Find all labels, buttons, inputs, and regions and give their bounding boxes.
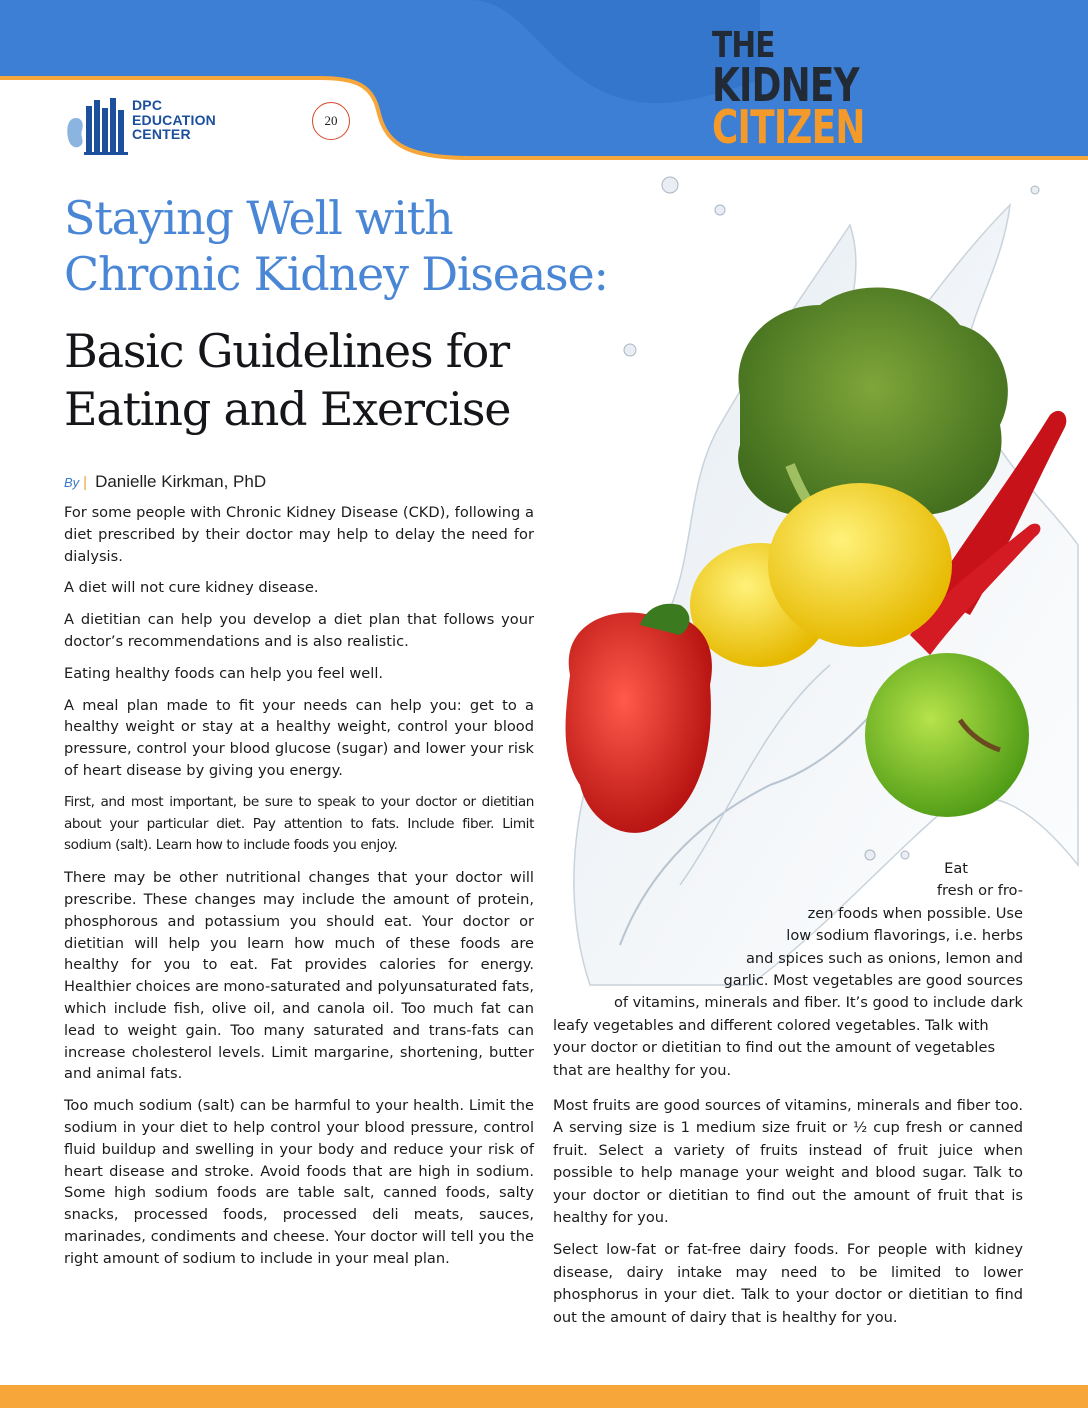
paragraph: Too much sodium (salt) can be harmful to your health. Limit the sodium in your diet to help control your blood pressure, control fluid buildup and swelling in your body and reduce your risk of heart disease and stroke. Avoid foods that are high in sodium. Some high sodium foods are table salt, canned foods, salty snacks, processed foods, processed deli meats, sauces, marinades, condiments and cheese. Your doctor will tell you the right amount of sodium to include in your meal plan. (64, 1097, 534, 1267)
byline-separator: | (83, 474, 88, 491)
paragraph: Select low-fat or fat-free dairy foods. For people with kidney disease, dairy intake may need to be limited to lower phosphorus in your diet. Talk to your doctor or dietitian to find out the amount of dairy that is healthy for you. (553, 1241, 1023, 1326)
title-blue-line: Chronic Kidney Disease: (64, 247, 608, 301)
kidney-bars-icon (66, 98, 130, 156)
logo-text (132, 98, 216, 142)
title-blue-line: Staying Well with (64, 191, 453, 245)
wrap-line: fresh or fro- (936, 882, 1023, 900)
paragraph: A dietitian can help you develop a diet plan that follows your doctor’s recommendations and is also realistic. (64, 611, 534, 650)
paragraph: Eating healthy foods can help you feel well. (64, 664, 384, 682)
paragraph: There may be other nutritional changes that your doctor will prescribe. These changes may include the amount of protein, phosphorous and potassium you should eat. Your doctor or dietitian will help you learn how much of these foods are healthy for you to eat. Fat provides calories for energy. Healthier choices are mono-saturated and polyunsaturated fats, which include fish, olive oil, and canola oil. Too much fat can lead to weight gain. Too many saturated and trans-fats can increase cholesterol levels. Limit margarine, shortening, butter and animal fats. (64, 869, 534, 1083)
article-subtitle (64, 322, 510, 438)
left-column (64, 502, 534, 1280)
footer-bar (0, 1385, 1088, 1408)
masthead-kidney: KIDNEY (712, 58, 859, 112)
wrap-line: Eat (944, 860, 968, 877)
masthead-the: THE (712, 25, 775, 66)
title-black-line: Basic Guidelines for (64, 324, 509, 378)
logo-line: DPC (132, 97, 163, 113)
wrap-line: leafy vegetables and different colored vegetables. Talk with (553, 1016, 989, 1034)
logo-line: CENTER (132, 126, 191, 142)
dpc-education-center-logo (66, 98, 236, 156)
wrap-line: zen foods when possible. Use (807, 904, 1023, 922)
wrap-line: garlic. Most vegetables are good sources (723, 972, 1023, 990)
right-wrap-text (553, 858, 1023, 1082)
paragraph: Most fruits are good sources of vitamins, minerals and fiber too. A serving size is 1 medium size fruit or ½ cup fresh or canned fruit. Select a variety of fruits instead of fruit juice when possible to help manage your weight and blood sugar. Talk to your doctor or dietitian to find out the amount of fruit that is healthy for you. (553, 1097, 1023, 1227)
title-black-line: Eating and Exercise (64, 382, 511, 436)
paragraph: A diet will not cure kidney disease. (64, 579, 319, 597)
paragraph: For some people with Chronic Kidney Disease (CKD), following a diet prescribed by their doctor may help to delay the need for dialysis. (64, 504, 534, 565)
wrap-line: and spices such as onions, lemon and (745, 949, 1023, 967)
byline (64, 472, 266, 492)
page-header (0, 0, 1088, 175)
right-column (553, 1095, 1023, 1339)
wrap-line: your doctor or dietitian to find out the amount of vegetables (553, 1039, 996, 1057)
masthead-citizen: CITIZEN (712, 100, 865, 154)
wrap-line: of vitamins, minerals and fiber. It’s good to include dark (613, 994, 1023, 1012)
by-label: By (64, 475, 80, 490)
paragraph: A meal plan made to fit your needs can help you: get to a healthy weight or stay at a healthy weight, control your blood pressure, control your blood glucose (sugar) and lower your risk of heart disease by giving you energy. (64, 696, 534, 779)
paragraph: First, and most important, be sure to speak to your doctor or dietitian about your particular diet. Pay attention to fats. Include fiber. Limit sodium (salt). Learn how to include foods you enjoy. (64, 793, 534, 854)
logo-line: EDUCATION (132, 111, 216, 128)
wrap-line: low sodium flavorings, i.e. herbs (786, 927, 1023, 945)
page-number: 20 (312, 102, 350, 140)
author-name: Danielle Kirkman, PhD (95, 472, 267, 491)
article-title-blue (64, 190, 608, 302)
kidney-citizen-masthead (712, 25, 872, 154)
wrap-line: that are healthy for you. (553, 1061, 732, 1079)
